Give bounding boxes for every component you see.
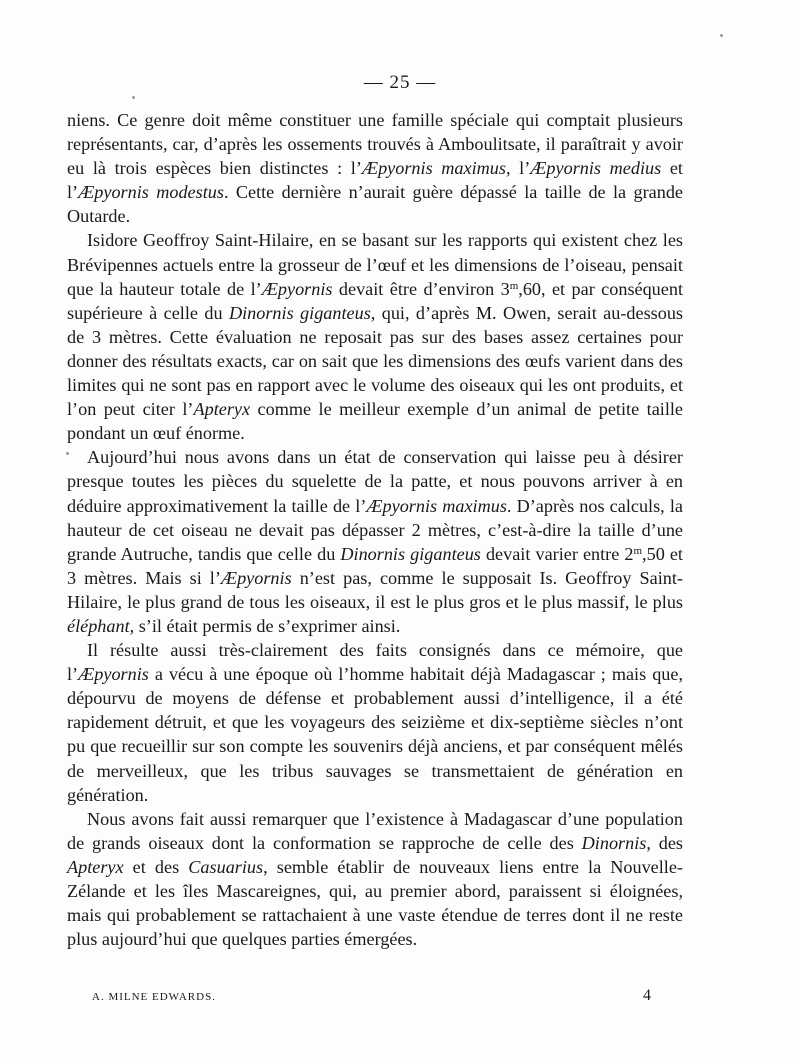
text-run: Il résulte aussi très-clairement des faits consignés dans ce mémoire, que l’ bbox=[67, 640, 683, 685]
text-run: Nous avons fait aussi remarquer que l’existence à Madagascar d’une population de grands oiseaux dont la conformation se rapproche de celle des bbox=[67, 808, 683, 853]
italic-taxon-name: Dinornis giganteus bbox=[228, 302, 371, 323]
italic-taxon-name: Æpyornis maximus bbox=[366, 495, 507, 516]
page-number: — 25 — bbox=[363, 72, 437, 93]
italic-taxon-name: Apteryx bbox=[193, 399, 251, 420]
text-run: niens. Ce genre doit même constituer une famille spéciale qui comptait plusieurs représentants, car, d’après les ossements trouvés à Amboulitsate, il paraîtrait y avoir eu là trois espèces bien distinctes : l’ bbox=[67, 110, 683, 179]
italic-taxon-name: Æpyornis maximus bbox=[361, 158, 506, 179]
unit-superscript: m bbox=[633, 544, 643, 557]
paragraph bbox=[67, 228, 683, 445]
paragraph bbox=[67, 445, 683, 638]
text-run: , l’ bbox=[505, 158, 531, 179]
italic-taxon-name: Æpyornis bbox=[78, 664, 149, 685]
text-run: , s’il était permis de s’exprimer ainsi. bbox=[129, 615, 401, 636]
paragraph bbox=[67, 638, 683, 807]
paper-speck bbox=[132, 96, 135, 99]
text-run: devait varier entre 2 bbox=[480, 543, 634, 564]
text-run: Aujourd’hui nous avons dans un état de conservation qui laisse peu à désirer presque toutes les pièces du squelette de la patte, et nous pouvons arriver à en déduire approximativement la taille de l’ bbox=[67, 447, 683, 516]
italic-taxon-name: Æpyornis medius bbox=[530, 158, 662, 179]
text-run: et l’ bbox=[67, 158, 683, 203]
paper-speck bbox=[720, 34, 723, 37]
text-run: Isidore Geoffroy Saint-Hilaire, en se basant sur les rapports qui existent chez les Brévipennes actuels entre la grosseur de l’œuf et les dimensions de l’oiseau, pensait que la hauteur totale de l’ bbox=[67, 230, 683, 299]
text-run: a vécu à une époque où l’homme habitait déjà Madagascar ; mais que, dépourvu de moyens de défense et probablement aussi d’intelligence, il a été rapidement détruit, et que les voyageurs des seizième et dix-septième siècles n’ont pu que recueillir sur son compte les souvenirs déjà anciens, et par conséquent mêlés de merveilleux, que les tribus sauvages se transmettaient de génération en génération. bbox=[67, 664, 683, 805]
italic-taxon-name: Æpyornis bbox=[261, 278, 333, 299]
text-run: comme le meilleur exemple d’un animal de petite taille pondant un œuf énorme. bbox=[67, 399, 683, 444]
text-run: et des bbox=[123, 856, 189, 877]
text-run: ,60, et par conséquent supérieure à celle du bbox=[67, 278, 683, 323]
paper-speck bbox=[66, 452, 69, 455]
text-run: . D’après nos calculs, la hauteur de cet oiseau ne devait pas dépasser 2 mètres, c’est-à-dire la taille d’une grande Autruche, tandis que celle du bbox=[67, 495, 683, 564]
text-run: , des bbox=[646, 832, 683, 853]
text-run: devait être d’environ 3 bbox=[332, 278, 510, 299]
italic-taxon-name: Æpyornis bbox=[220, 567, 292, 588]
text-run: ,50 et 3 mètres. Mais si l’ bbox=[67, 543, 683, 588]
italic-taxon-name: Apteryx bbox=[67, 856, 124, 877]
paragraph bbox=[67, 108, 683, 228]
italic-taxon-name: éléphant bbox=[67, 615, 130, 636]
unit-superscript: m bbox=[509, 279, 519, 292]
italic-taxon-name: Casuarius bbox=[188, 856, 264, 877]
paragraph bbox=[67, 807, 683, 952]
text-run: n’est pas, comme le supposait Is. Geoffroy Saint-Hilaire, le plus grand de tous les oiseaux, il est le plus gros et le plus massif, le plus bbox=[67, 567, 683, 612]
italic-taxon-name: Dinornis bbox=[581, 832, 647, 853]
italic-taxon-name: Dinornis giganteus bbox=[340, 543, 481, 564]
text-run: . Cette dernière n’aurait guère dépassé la taille de la grande Outarde. bbox=[67, 182, 683, 227]
body-text bbox=[67, 108, 683, 951]
footer-author-signature: A. MILNE EDWARDS. bbox=[92, 991, 216, 1003]
text-run: , qui, d’après M. Owen, serait au-dessous de 3 mètres. Cette évaluation ne reposait pas sur des bases assez certaines pour donner des résultats exacts, car on sait que les dimensions des œufs varient dans des limites qui ne sont pas en rapport avec le volume des oiseaux qui les ont produits, et l’on peut citer l’ bbox=[67, 302, 683, 420]
footer-sheet-number: 4 bbox=[643, 987, 652, 1004]
italic-taxon-name: Æpyornis modestus bbox=[78, 182, 224, 203]
text-run: , semble établir de nouveaux liens entre la Nouvelle-Zélande et les îles Mascareignes, qui, au premier abord, paraissent si éloignées, mais qui probablement se rattachaient à une vaste étendue de terres dont il ne reste plus aujourd’hui que quelques parties émergées. bbox=[67, 856, 683, 950]
